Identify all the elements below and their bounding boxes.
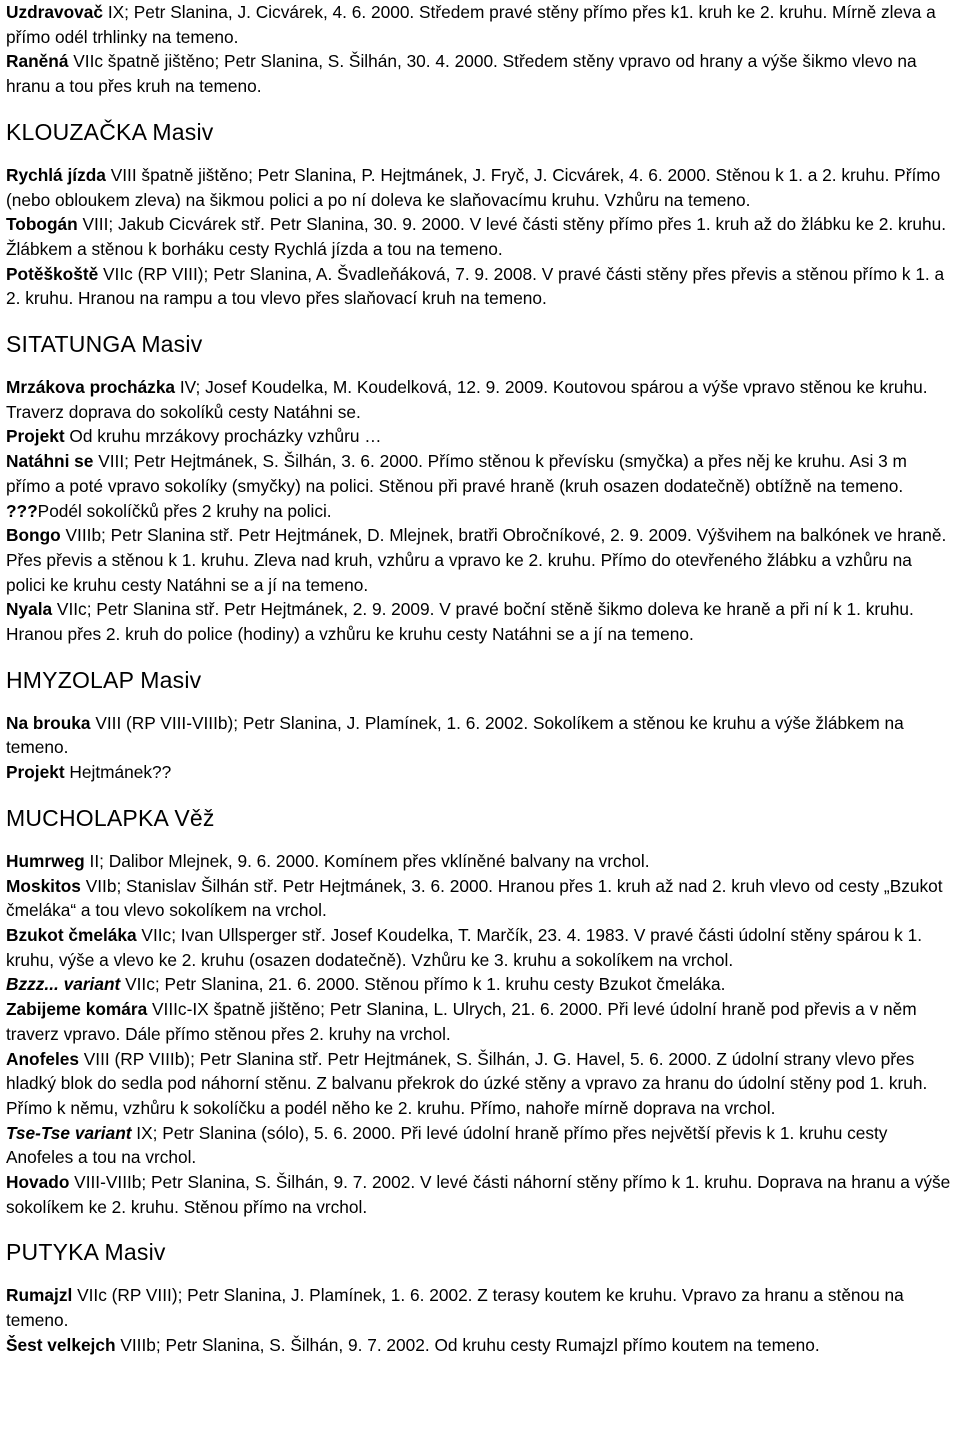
route-entry bbox=[6, 49, 954, 98]
route-entry bbox=[6, 523, 954, 597]
route-name: Humrweg bbox=[6, 850, 85, 871]
route-entry bbox=[6, 424, 954, 449]
route-description: VIIc; Ivan Ullsperger stř. Josef Koudelka, T. Marčík, 23. 4. 1983. V pravé části údolní stěny spárou k 1. kruhu, výše a vlevo ke 2. kruhu (osazen dodatečně). Vzhůru ke 3. kruhu a sokolíkem na vrchol. bbox=[6, 924, 923, 970]
route-description: IX; Petr Slanina (sólo), 5. 6. 2000. Při levé údolní hraně přímo přes největší převis k 1. kruhu cesty Anofeles a tou na vrchol. bbox=[6, 1122, 888, 1168]
route-description: VIII-VIIIb; Petr Slanina, S. Šilhán, 9. 7. 2002. V levé části náhorní stěny přímo k 1. kruhu. Doprava na hranu a výše sokolíkem ke 2. kruhu. Stěnou přímo na vrchol. bbox=[6, 1172, 951, 1217]
route-entry bbox=[6, 874, 954, 923]
route-name: Rychlá jízda bbox=[6, 164, 106, 185]
route-description: VIIc špatně jištěno; Petr Slanina, S. Šilhán, 30. 4. 2000. Středem stěny vpravo od hrany a výše šikmo vlevo na hranu a tou přes kruh na temeno. bbox=[6, 51, 917, 97]
route-name: Tobogán bbox=[6, 214, 78, 235]
route-name: Potěškoště bbox=[6, 263, 99, 284]
route-name: Šest velkejch bbox=[6, 1334, 116, 1355]
route-description: Hejtmánek?? bbox=[64, 762, 172, 783]
route-description: VIIc (RP VIII); Petr Slanina, A. Švadleňáková, 7. 9. 2008. V pravé části stěny přes převis a stěnou přímo k 1. a 2. kruhu. Hranou na rampu a tou vlevo přes slaňovací kruh na temeno. bbox=[6, 263, 945, 309]
route-description: VIIIb; Petr Slanina stř. Petr Hejtmánek, D. Mlejnek, bratři Obročníkové, 2. 9. 2009. Výšvihem na balkónek ve hraně. Přes převis a stěnou k 1. kruhu. Zleva nad kruh, vzhůru a vpravo ke 2. kruhu. Přímo do otevřeného žlábku a vzhůru na polici ke kruhu cesty Natáhni se a jí na temeno. bbox=[6, 525, 947, 595]
route-description: VIII špatně jištěno; Petr Slanina, P. Hejtmánek, J. Fryč, J. Cicvárek, 4. 6. 2000. Stěnou k 1. a 2. kruhu. Přímo (nebo obloukem zleva) na šikmou polici a po ní doleva ke slaňovacímu kruhu. Vzhůru na temeno. bbox=[6, 164, 941, 210]
route-entry bbox=[6, 972, 954, 997]
route-description: II; Dalibor Mlejnek, 9. 6. 2000. Komínem přes vklíněné balvany na vrchol. bbox=[84, 850, 650, 871]
route-entry bbox=[6, 1047, 954, 1121]
route-entry bbox=[6, 923, 954, 972]
route-name: Uzdravovač bbox=[6, 2, 104, 22]
route-name: Natáhni se bbox=[6, 451, 94, 472]
sector-heading: MUCHOLAPKA Věž bbox=[6, 804, 215, 831]
route-name: Bzzz... variant bbox=[6, 974, 121, 995]
route-entry bbox=[6, 997, 954, 1046]
route-entry bbox=[6, 597, 954, 622]
route-description: VIIc (RP VIII); Petr Slanina, J. Plamínek, 1. 6. 2002. Z terasy koutem ke kruhu. Vpravo za hranu a stěnou na temeno. bbox=[6, 1285, 904, 1331]
route-name: Hovado bbox=[6, 1172, 70, 1193]
sector-heading: KLOUZAČKA Masiv bbox=[6, 118, 214, 145]
route-description: VIIIc-IX špatně jištěno; Petr Slanina, L. Ulrych, 21. 6. 2000. Při levé údolní hraně pod převis a v něm traverz vpravo. Dále přímo stěnou přes 2. kruhy na vrchol. bbox=[6, 999, 917, 1044]
route-description: VIIc; Petr Slanina, 21. 6. 2000. Stěnou přímo k 1. kruhu cesty Bzukot čmeláka. bbox=[120, 974, 726, 995]
route-name: Mrzákova procházka bbox=[6, 377, 176, 398]
route-description: VIII; Jakub Cicvárek stř. Petr Slanina, 30. 9. 2000. V levé části stěny přímo přes 1. kruh až do žlábku ke 2. kruhu. Žlábkem a stěnou k borháku cesty Rychlá jízda a tou na temeno. bbox=[6, 214, 946, 259]
route-description: IV; Josef Koudelka, M. Koudelková, 12. 9. 2009. Koutovou spárou a výše vpravo stěnou ke kruhu. Traverz doprava do sokolíků cesty Natáhni se. bbox=[6, 377, 928, 422]
route-entry bbox=[6, 499, 954, 524]
sector-heading: HMYZOLAP Masiv bbox=[6, 666, 202, 693]
route-name: Bongo bbox=[6, 525, 61, 546]
route-entry bbox=[6, 760, 954, 785]
route-name: ??? bbox=[6, 500, 38, 521]
route-description: Hranou přes 2. kruh do police (hodiny) a vzhůru ke kruhu cesty Natáhni se a jí na temeno. bbox=[6, 624, 694, 645]
route-name: Bzukot čmeláka bbox=[6, 924, 137, 945]
route-entry bbox=[6, 1333, 954, 1358]
sector-heading: PUTYKA Masiv bbox=[6, 1239, 166, 1266]
route-entry bbox=[6, 375, 954, 424]
route-name: Tse-Tse variant bbox=[6, 1122, 132, 1143]
route-description: VIII; Petr Hejtmánek, S. Šilhán, 3. 6. 2000. Přímo stěnou k převísku (smyčka) a přes něj ke kruhu. Asi 3 m přímo a poté vpravo sokolíky (smyčky) na polici. Stěnou při pravé hraně (kruh osazen dodatečně) obtížně na temeno. bbox=[6, 451, 907, 496]
route-description: VIIb; Stanislav Šilhán stř. Petr Hejtmánek, 3. 6. 2000. Hranou přes 1. kruh až nad 2. kruh vlevo od cesty „Bzukot čmeláka“ a tou vlevo sokolíkem na vrchol. bbox=[6, 875, 943, 921]
sector-heading: SITATUNGA Masiv bbox=[6, 331, 203, 358]
route-name: Rumajzl bbox=[6, 1285, 73, 1306]
route-entry bbox=[6, 1283, 954, 1332]
route-name: Nyala bbox=[6, 599, 53, 620]
route-entry bbox=[6, 212, 954, 261]
route-name: Projekt bbox=[6, 762, 65, 783]
route-name: Moskitos bbox=[6, 875, 81, 896]
route-entry bbox=[6, 0, 954, 49]
route-entry bbox=[6, 262, 954, 311]
route-description: Od kruhu mrzákovy procházky vzhůru … bbox=[64, 426, 382, 447]
route-entry bbox=[6, 1170, 954, 1219]
route-name: Na brouka bbox=[6, 712, 91, 733]
route-name: Raněná bbox=[6, 51, 69, 72]
route-description: VIII (RP VIII-VIIIb); Petr Slanina, J. Plamínek, 1. 6. 2002. Sokolíkem a stěnou ke kruhu a výše žlábkem na temeno. bbox=[6, 712, 904, 758]
route-entry bbox=[6, 1121, 954, 1170]
route-entry bbox=[6, 711, 954, 760]
route-description: VIIIb; Petr Slanina, S. Šilhán, 9. 7. 2002. Od kruhu cesty Rumajzl přímo koutem na temeno. bbox=[115, 1334, 820, 1355]
route-entry bbox=[6, 163, 954, 212]
route-description: IX; Petr Slanina, J. Cicvárek, 4. 6. 2000. Středem pravé stěny přímo přes k1. kruh ke 2. kruhu. Mírně zleva a přímo odél trhlinky na temeno. bbox=[6, 2, 936, 47]
route-name: Zabijeme komára bbox=[6, 999, 148, 1020]
route-entry bbox=[6, 622, 954, 647]
route-entry bbox=[6, 449, 954, 498]
route-name: Anofeles bbox=[6, 1048, 79, 1069]
route-description: Podél sokolíčků přes 2 kruhy na polici. bbox=[37, 500, 332, 521]
route-name: Projekt bbox=[6, 426, 65, 447]
route-entry bbox=[6, 849, 954, 874]
route-description: VIII (RP VIIIb); Petr Slanina stř. Petr Hejtmánek, S. Šilhán, J. G. Havel, 5. 6. 2000. Z údolní strany vlevo přes hladký blok do sedla pod náhorní stěnu. Z balvanu překrok do úzké stěny a vpravo za hranu do údolní stěny pod 1. kruh. Přímo k němu, vzhůru k sokolíčku a podél něho ke 2. kruhu. Přímo, nahoře mírně doprava na vrchol. bbox=[6, 1048, 928, 1118]
route-description: VIIc; Petr Slanina stř. Petr Hejtmánek, 2. 9. 2009. V pravé boční stěně šikmo doleva ke hraně a při ní k 1. kruhu. bbox=[52, 599, 914, 620]
